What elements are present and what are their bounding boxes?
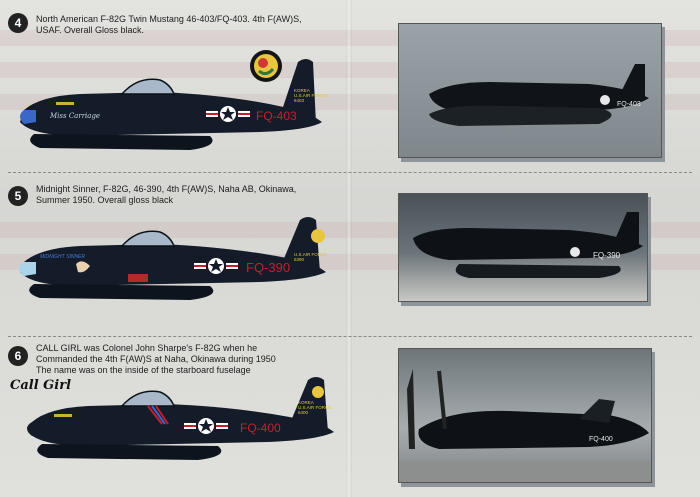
aircraft-profile: [10, 214, 330, 324]
tail-text: U.S.AIR FORCE 6390: [294, 252, 328, 262]
profile-number: 4: [8, 13, 28, 33]
reference-photo: [398, 348, 652, 483]
profile-caption: North American F-82G Twin Mustang 46-403/FQ-403. 4th F(AW)S, USAF. Overall Gloss black.: [36, 14, 302, 35]
aircraft-profile: [18, 372, 338, 482]
nose-name: MIDNIGHT SINNER: [40, 254, 85, 260]
aircraft-code: FQ-403: [256, 109, 297, 123]
tail-text: KOREA U.S.AIR FORCE 6403: [294, 88, 328, 103]
profile-caption: CALL GIRL was Colonel John Sharpe's F-82G when he Commanded the 4th F(AW)S at Naha, Okinawa during 1950 The name was on the inside of the starboard fuselage: [36, 343, 276, 375]
photo-code: FQ-403: [617, 101, 641, 108]
aircraft-profile: [10, 52, 330, 162]
profile-number: 6: [8, 346, 28, 366]
page-fold: [346, 0, 352, 497]
photo-code: FQ-390: [593, 251, 621, 260]
aircraft-code: FQ-400: [240, 421, 281, 435]
aircraft-code: FQ-390: [246, 260, 291, 275]
reference-photo: [398, 193, 648, 302]
profile-caption: Midnight Sinner, F-82G, 46-390, 4th F(AW)S, Naha AB, Okinawa, Summer 1950. Overall gloss black: [36, 184, 297, 205]
reference-photo: [398, 23, 662, 158]
section-divider: [8, 172, 692, 173]
section-divider: [8, 336, 692, 337]
nose-name: Miss Carriage: [50, 112, 101, 120]
nose-art-lettering: Call Girl: [10, 378, 72, 393]
tail-text: KOREA U.S.AIR FORCE 6400: [298, 400, 332, 415]
photo-code: FQ-400: [589, 436, 613, 443]
profile-number: 5: [8, 186, 28, 206]
